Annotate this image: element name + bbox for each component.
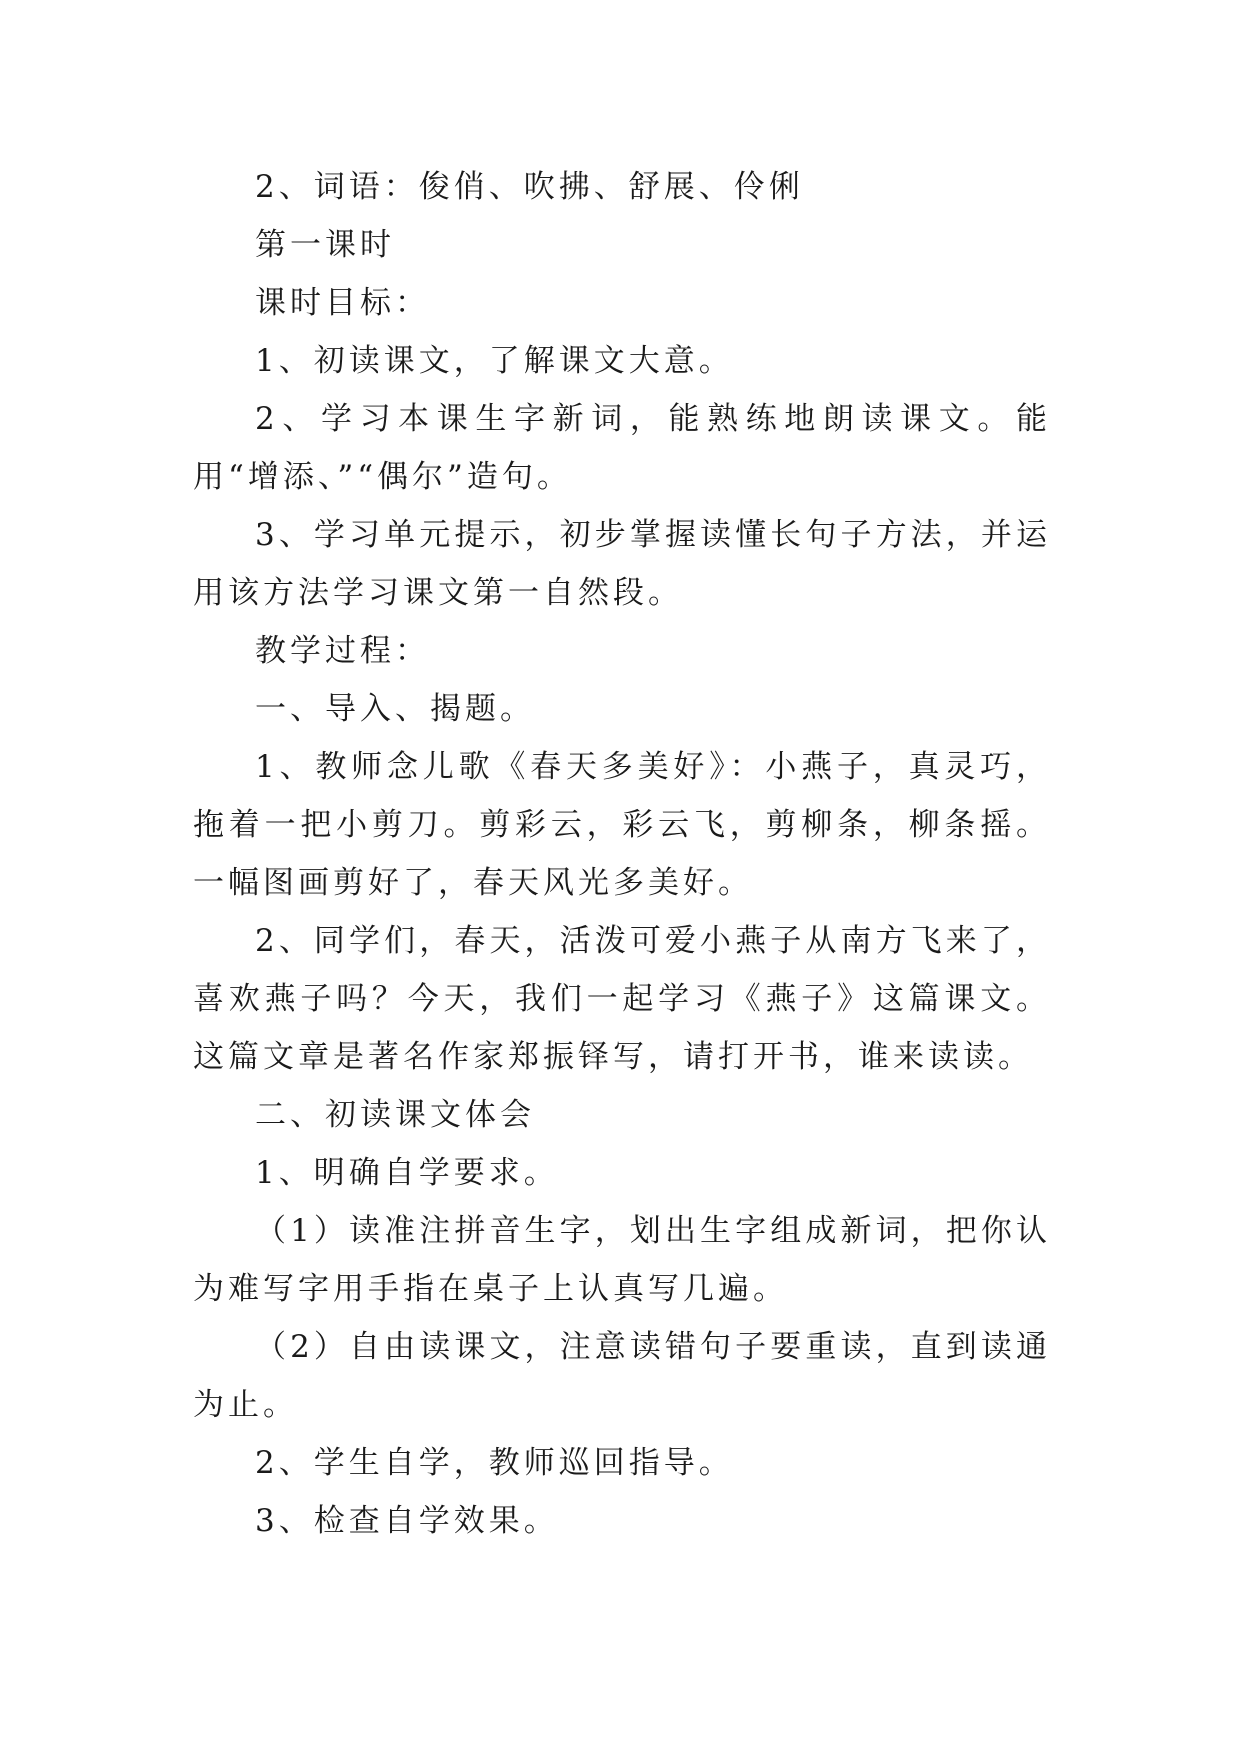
paragraph-section-1-heading: 一、导入、揭题。	[255, 691, 535, 727]
paragraph-objective-3: 3、学习单元提示，初步掌握读懂长句子方法，并运用该方法学习课文第一自然段。	[193, 517, 1051, 611]
paragraph-section-2-item-3: 3、检查自学效果。	[255, 1503, 559, 1539]
paragraph-section-2-subitem-2: （2）自由读课文，注意读错句子要重读，直到读通为止。	[193, 1329, 1051, 1423]
paragraph-section-2-item-1: 1、明确自学要求。	[255, 1155, 559, 1191]
paragraph-objectives-heading: 课时目标：	[255, 285, 430, 321]
paragraph-vocabulary: 2、词语：俊俏、吹拂、舒展、伶俐	[255, 169, 804, 205]
paragraph-lesson-period: 第一课时	[255, 227, 395, 263]
paragraph-objective-2: 2、学习本课生字新词，能熟练地朗读课文。能用“增添、”“偶尔”造句。	[193, 401, 1051, 495]
paragraph-section-2-item-2: 2、学生自学，教师巡回指导。	[255, 1445, 734, 1481]
paragraph-section-1-item-1: 1、教师念儿歌《春天多美好》：小燕子，真灵巧，拖着一把小剪刀。剪彩云，彩云飞，剪柳条，柳条摇。一幅图画剪好了，春天风光多美好。	[193, 749, 1051, 901]
paragraph-section-2-heading: 二、初读课文体会	[255, 1097, 535, 1133]
paragraph-section-1-item-2: 2、同学们，春天，活泼可爱小燕子从南方飞来了，喜欢燕子吗？今天，我们一起学习《燕子》这篇课文。这篇文章是著名作家郑振铎写，请打开书，谁来读读。	[193, 923, 1051, 1075]
paragraph-process-heading: 教学过程：	[255, 633, 430, 669]
paragraph-section-2-subitem-1: （1）读准注拼音生字，划出生字组成新词，把你认为难写字用手指在桌子上认真写几遍。	[193, 1213, 1051, 1307]
document-body	[193, 158, 1051, 1550]
paragraph-objective-1: 1、初读课文，了解课文大意。	[255, 343, 734, 379]
